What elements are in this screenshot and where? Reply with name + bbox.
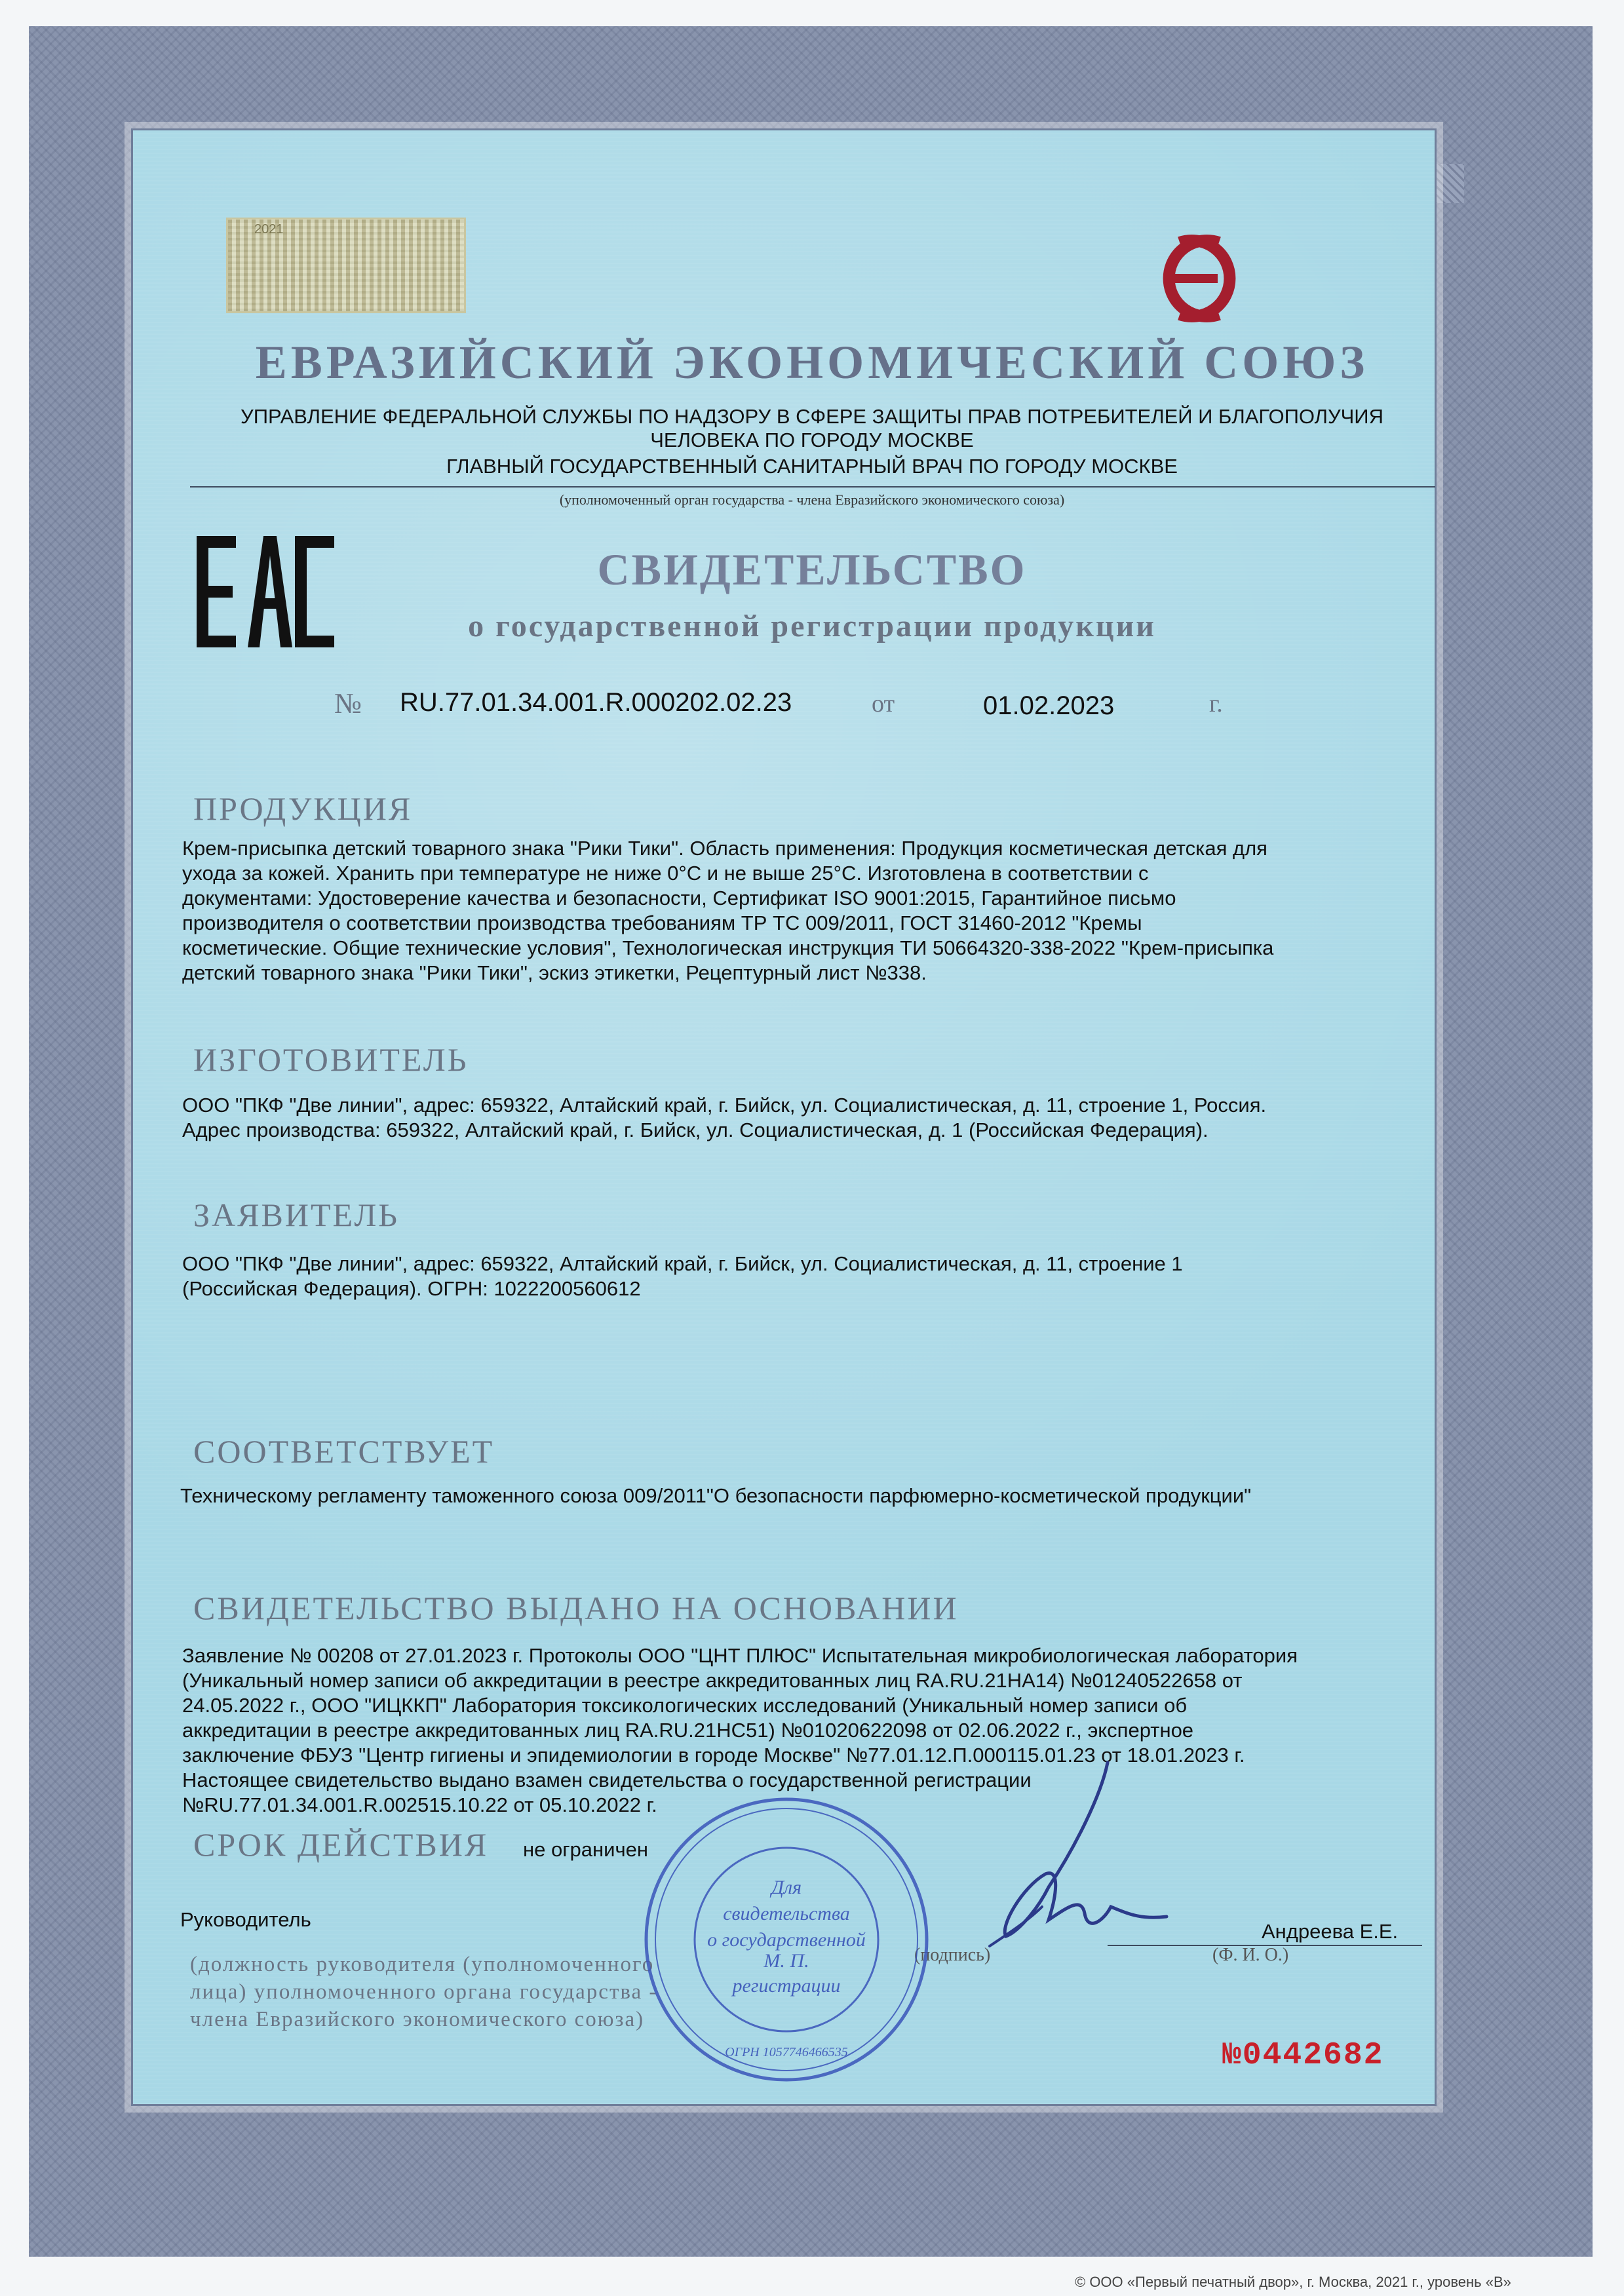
applicant-heading: ЗАЯВИТЕЛЬ: [193, 1196, 400, 1233]
stamp-text-line-4: регистрации: [732, 1975, 841, 1997]
manufacturer-text: ООО "ПКФ "Две линии", адрес: 659322, Алтайский край, г. Бийск, ул. Социалистическая, д. 11, строение 1, Россия. Адрес производства: 659322, Алтайский край, г. Бийск, ул. Социалистическая, д. 1 (Российская Федерация).: [182, 1094, 1267, 1141]
printer-footer: © ООО «Первый печатный двор», г. Москва, 2021 г., уровень «В»: [1075, 2274, 1511, 2290]
handwritten-signature: [970, 1756, 1180, 1966]
authority-line-2: ЧЕЛОВЕКА ПО ГОРОДУ МОСКВЕ: [650, 429, 974, 451]
date-label: от: [872, 690, 895, 718]
applicant-text: ООО "ПКФ "Две линии", адрес: 659322, Алтайский край, г. Бийск, ул. Социалистическая, д. 11, строение 1 (Российская Федерация). ОГРН: 1022200560612: [182, 1252, 1183, 1300]
stamp-text-line-3: о государственной: [707, 1929, 866, 1951]
signature-caption: (подпись): [914, 1945, 991, 1965]
hologram-sticker: [226, 218, 466, 313]
role-caption-line-3: члена Евразийского экономического союза): [190, 2008, 645, 2031]
product-heading: ПРОДУКЦИЯ: [193, 790, 413, 827]
certificate-subtitle: о государственной регистрации продукции: [468, 609, 1156, 643]
validity-value: не ограничен: [523, 1838, 648, 1861]
signatory-role: Руководитель: [180, 1908, 311, 1931]
union-title: ЕВРАЗИЙСКИЙ ЭКОНОМИЧЕСКИЙ СОЮЗ: [255, 336, 1369, 389]
manufacturer-heading: ИЗГОТОВИТЕЛЬ: [193, 1041, 469, 1078]
authority-line-1: УПРАВЛЕНИЕ ФЕДЕРАЛЬНОЙ СЛУЖБЫ ПО НАДЗОРУ В СФЕРЕ ЗАЩИТЫ ПРАВ ПОТРЕБИТЕЛЕЙ И БЛАГОПОЛУЧИЯ: [241, 405, 1383, 428]
stamp-text-line-1: Для: [771, 1877, 802, 1898]
se-logo-icon: [1140, 226, 1271, 331]
year-suffix: г.: [1209, 690, 1223, 718]
authority-caption: (уполномоченный орган государства - члена Евразийского экономического союза): [559, 491, 1065, 508]
certificate-title: СВИДЕТЕЛЬСТВО: [597, 545, 1027, 594]
stamp-mp: М. П.: [764, 1950, 809, 1972]
stamp-ogrn: ОГРН 1057746466535: [725, 2045, 848, 2059]
authority-underline: [190, 486, 1435, 488]
name-caption: (Ф. И. О.): [1212, 1945, 1289, 1965]
certificate-date: 01.02.2023: [983, 691, 1115, 720]
role-caption-line-2: лица) уполномоченного органа государства -: [190, 1980, 658, 2004]
hologram-year: 2021: [254, 222, 284, 237]
basis-heading: СВИДЕТЕЛЬСТВО ВЫДАНО НА ОСНОВАНИИ: [193, 1590, 959, 1626]
basis-text: Заявление № 00208 от 27.01.2023 г. Протоколы ООО "ЦНТ ПЛЮС" Испытательная микробиологическая лаборатория (Уникальный номер записи об аккредитации в реестре аккредитованных лиц RA.RU.21HA14) №01240522658 от 24.05.2022 г., ООО "ИЦККП" Лаборатория токсикологических исследований (Уникальный номер записи об аккредитации в реестре аккредитованных лиц RA.RU.21HC51) №01020622098 от 02.06.2022 г., экспертное заключение ФБУЗ "Центр гигиены и эпидемиологии в городе Москве" №77.01.12.П.000115.01.23 от 18.01.2023 г. Настоящее свидетельство выдано взамен свидетельства о государственной регистрации №RU.77.01.34.001.R.002515.10.22 от 05.10.2022 г.: [182, 1644, 1298, 1816]
serial-number: №0442682: [1222, 2038, 1384, 2073]
role-caption-line-1: (должность руководителя (уполномоченного: [190, 1953, 655, 1976]
official-stamp: [642, 1795, 931, 2084]
signatory-name: Андреева Е.Е.: [1262, 1920, 1399, 1943]
conforms-text: Техническому регламенту таможенного союза 009/2011"О безопасности парфюмерно-косметической продукции": [180, 1484, 1252, 1507]
number-label: №: [334, 687, 362, 719]
validity-heading: СРОК ДЕЙСТВИЯ: [193, 1826, 489, 1863]
conforms-heading: СООТВЕТСТВУЕТ: [193, 1433, 495, 1470]
certificate-number: RU.77.01.34.001.R.000202.02.23: [400, 688, 792, 717]
product-text: Крем-присыпка детский товарного знака "Рики Тики". Область применения: Продукция косметическая детская для ухода за кожей. Хранить при температуре не ниже 0°С и не выше 25°С. Изготовлена в соответствии с документами: Удостоверение качества и безопасности, Сертификат ISO 9001:2015, Гарантийное письмо производителя о соответствии производства требованиям ТР ТС 009/2011, ГОСТ 31460-2012 "Кремы косметические. Общие технические условия", Технологическая инструкция ТИ 50664320-338-2022 "Крем-присыпка детский товарного знака "Рики Тики", эскиз этикетки, Рецептурный лист №338.: [182, 837, 1274, 984]
stamp-text-line-2: свидетельства: [723, 1903, 850, 1924]
authority-line-3: ГЛАВНЫЙ ГОСУДАРСТВЕННЫЙ САНИТАРНЫЙ ВРАЧ ПО ГОРОДУ МОСКВЕ: [446, 455, 1178, 478]
